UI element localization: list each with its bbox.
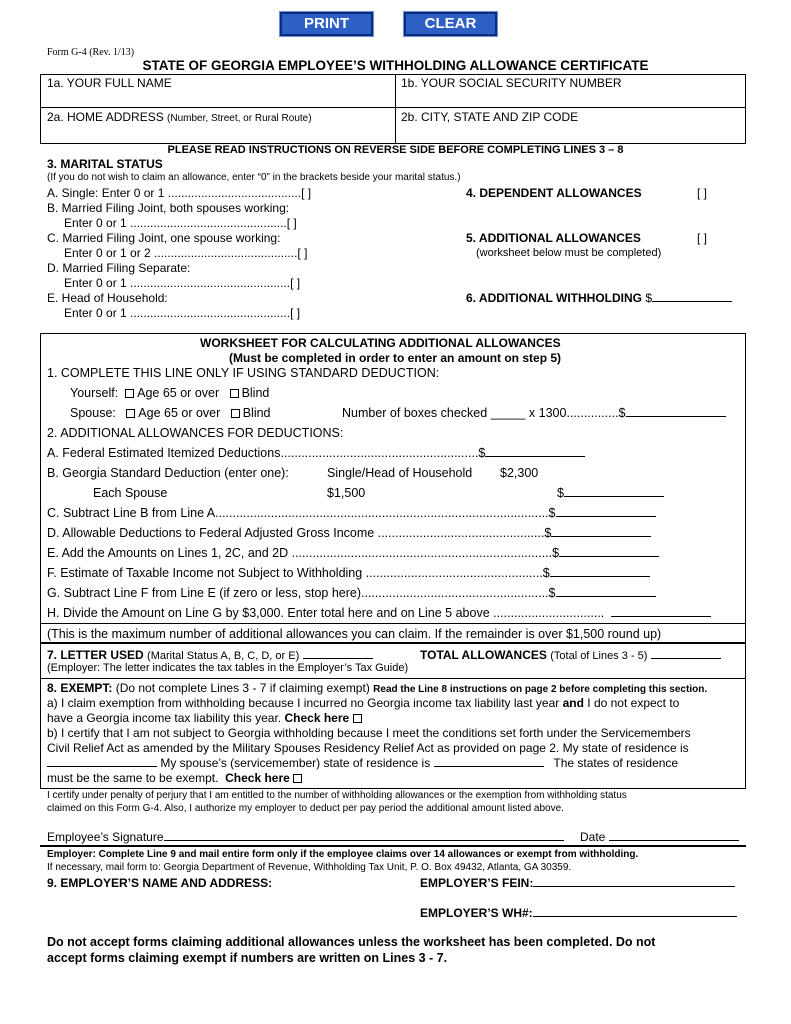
- exempt-b-line1: b) I certify that I am not subject to Georgia withholding because I meet the conditions set forth under the Servicemembers: [47, 726, 691, 740]
- exempt-heading: 8. EXEMPT: (Do not complete Lines 3 - 7 if claiming exempt) Read the Line 8 instructions on page 2 before completing this section.: [47, 681, 708, 695]
- exempt-b-line4: must be the same to be exempt. Check here: [47, 771, 305, 785]
- marital-status-note: (If you do not wish to claim an allowance, enter “0” in the brackets beside your marital status.): [47, 172, 461, 183]
- worksheet-line-1: 1. COMPLETE THIS LINE ONLY IF USING STANDARD DEDUCTION:: [47, 366, 440, 380]
- additional-withholding-input[interactable]: [673, 291, 753, 305]
- city-state-zip-field[interactable]: 2b. CITY, STATE AND ZIP CODE: [401, 110, 579, 124]
- certify-line2: claimed on this Form G-4. Also, I authorize my employer to deduct per pay period the additional amount listed above.: [47, 803, 564, 814]
- employee-signature-field[interactable]: Employee’s Signature: [47, 830, 564, 844]
- mailing-note: If necessary, mail form to: Georgia Department of Revenue, Withholding Tax Unit, P. O. Box 49432, Atlanta, GA 30359.: [47, 862, 572, 873]
- spouse-age65-checkbox[interactable]: [126, 409, 135, 418]
- full-name-field[interactable]: 1a. YOUR FULL NAME: [47, 76, 172, 90]
- exempt-b-line3[interactable]: My spouse’s (servicemember) state of residence is The states of residence: [47, 756, 678, 770]
- form-title: STATE OF GEORGIA EMPLOYEE’S WITHHOLDING ALLOWANCE CERTIFICATE: [142, 58, 649, 73]
- marital-joint-one[interactable]: Enter 0 or 1 or 2 ...........................................[ ]: [64, 246, 308, 260]
- marital-separate-label: D. Married Filing Separate:: [47, 261, 191, 275]
- yourself-age65-checkbox[interactable]: [125, 389, 134, 398]
- dependent-allowances-label: 4. DEPENDENT ALLOWANCES: [466, 186, 642, 200]
- worksheet-line-2e[interactable]: E. Add the Amounts on Lines 1, 2C, and 2D ...........................................................................$: [47, 546, 659, 560]
- exempt-b-checkbox[interactable]: [293, 774, 302, 783]
- marital-head[interactable]: Enter 0 or 1 ................................................[ ]: [64, 306, 301, 320]
- worksheet-title: WORKSHEET FOR CALCULATING ADDITIONAL ALLOWANCES: [200, 336, 561, 350]
- yourself-row: Yourself: Age 65 or over Blind: [70, 386, 270, 400]
- exempt-a-line2: have a Georgia income tax liability this year. Check here: [47, 711, 365, 725]
- additional-allowances-note: (worksheet below must be completed): [476, 247, 662, 259]
- spouse-row: Spouse: Age 65 or over Blind: [70, 406, 271, 420]
- exempt-a-checkbox[interactable]: [353, 714, 362, 723]
- employer-instructions: Employer: Complete Line 9 and mail entire form only if the employee claims over 14 allowances or exempt from withholding.: [47, 849, 639, 860]
- exempt-b-line2: Civil Relief Act as amended by the Military Spouses Residency Relief Act as provided on page 2. My state of residence is: [47, 741, 689, 755]
- marital-single[interactable]: A. Single: Enter 0 or 1 ........................................[ ]: [47, 186, 312, 200]
- exempt-a-line1: a) I claim exemption from withholding because I incurred no Georgia income tax liability last year and I do not expect to: [47, 696, 680, 710]
- marital-joint-both-label: B. Married Filing Joint, both spouses working:: [47, 201, 290, 215]
- additional-allowances-input[interactable]: [ ]: [697, 231, 708, 245]
- worksheet-line-2a[interactable]: A. Federal Estimated Itemized Deductions.........................................................$: [47, 446, 585, 460]
- additional-withholding-label: 6. ADDITIONAL WITHHOLDING $: [466, 291, 732, 305]
- date-field[interactable]: Date: [580, 830, 739, 844]
- dependent-allowances-input[interactable]: [ ]: [697, 186, 708, 200]
- home-address-field[interactable]: 2a. HOME ADDRESS (Number, Street, or Rural Route): [47, 110, 312, 124]
- instructions-note: PLEASE READ INSTRUCTIONS ON REVERSE SIDE BEFORE COMPLETING LINES 3 – 8: [167, 144, 624, 156]
- print-button[interactable]: PRINT: [280, 12, 373, 36]
- worksheet-line-2f[interactable]: F. Estimate of Taxable Income not Subject to Withholding ...................................................$: [47, 566, 650, 580]
- letter-used-row[interactable]: 7. LETTER USED (Marital Status A, B, C, D, or E): [47, 648, 373, 662]
- marital-separate[interactable]: Enter 0 or 1 ................................................[ ]: [64, 276, 301, 290]
- worksheet-max-note: (This is the maximum number of additional allowances you can claim. If the remainder is over $1,500 round up): [47, 627, 662, 641]
- letter-employer-note: (Employer: The letter indicates the tax tables in the Employer’s Tax Guide): [47, 662, 409, 674]
- employer-name-address-label[interactable]: 9. EMPLOYER’S NAME AND ADDRESS:: [47, 876, 273, 890]
- boxes-checked-line[interactable]: Number of boxes checked _____ x 1300...............$: [342, 406, 726, 420]
- worksheet-line-2d[interactable]: D. Allowable Deductions to Federal Adjusted Gross Income ................................................$: [47, 526, 651, 540]
- footer-line1: Do not accept forms claiming additional allowances unless the worksheet has been completed. Do not: [47, 935, 656, 949]
- standard-single-amount: $2,300: [500, 466, 539, 480]
- standard-spouse-label: Each Spouse: [93, 486, 168, 500]
- standard-single-label: Single/Head of Household: [327, 466, 473, 480]
- marital-status-heading: 3. MARITAL STATUS: [47, 157, 163, 171]
- marital-joint-one-label: C. Married Filing Joint, one spouse working:: [47, 231, 281, 245]
- total-allowances-row[interactable]: TOTAL ALLOWANCES (Total of Lines 3 - 5): [420, 648, 721, 662]
- marital-head-label: E. Head of Household:: [47, 291, 168, 305]
- employer-fein-field[interactable]: EMPLOYER’S FEIN:: [420, 876, 735, 890]
- worksheet-subtitle: (Must be completed in order to enter an amount on step 5): [229, 351, 562, 365]
- worksheet-line-2c[interactable]: C. Subtract Line B from Line A................................................................................................$: [47, 506, 656, 520]
- worksheet-line-2h[interactable]: H. Divide the Amount on Line G by $3,000. Enter total here and on Line 5 above ................................: [47, 606, 711, 620]
- yourself-blind-checkbox[interactable]: [230, 389, 239, 398]
- spouse-blind-checkbox[interactable]: [231, 409, 240, 418]
- worksheet-line-2: 2. ADDITIONAL ALLOWANCES FOR DEDUCTIONS:: [47, 426, 344, 440]
- worksheet-line-2b-input[interactable]: $: [557, 486, 664, 500]
- marital-joint-both[interactable]: Enter 0 or 1 ...............................................[ ]: [64, 216, 297, 230]
- certify-line1: I certify under penalty of perjury that I am entitled to the number of withholding allowances or the exemption from withholding status: [47, 790, 627, 801]
- ssn-field[interactable]: 1b. YOUR SOCIAL SECURITY NUMBER: [401, 76, 622, 90]
- worksheet-line-2g[interactable]: G. Subtract Line F from Line E (if zero or less, stop here)......................................................$: [47, 586, 656, 600]
- additional-allowances-label: 5. ADDITIONAL ALLOWANCES: [466, 231, 641, 245]
- clear-button[interactable]: CLEAR: [404, 12, 497, 36]
- worksheet-line-2b-label: B. Georgia Standard Deduction (enter one):: [47, 466, 289, 480]
- footer-line2: accept forms claiming exempt if numbers are written on Lines 3 - 7.: [47, 951, 448, 965]
- form-id: Form G-4 (Rev. 1/13): [47, 47, 135, 58]
- employer-wh-field[interactable]: EMPLOYER’S WH#:: [420, 906, 737, 920]
- standard-spouse-amount: $1,500: [327, 486, 366, 500]
